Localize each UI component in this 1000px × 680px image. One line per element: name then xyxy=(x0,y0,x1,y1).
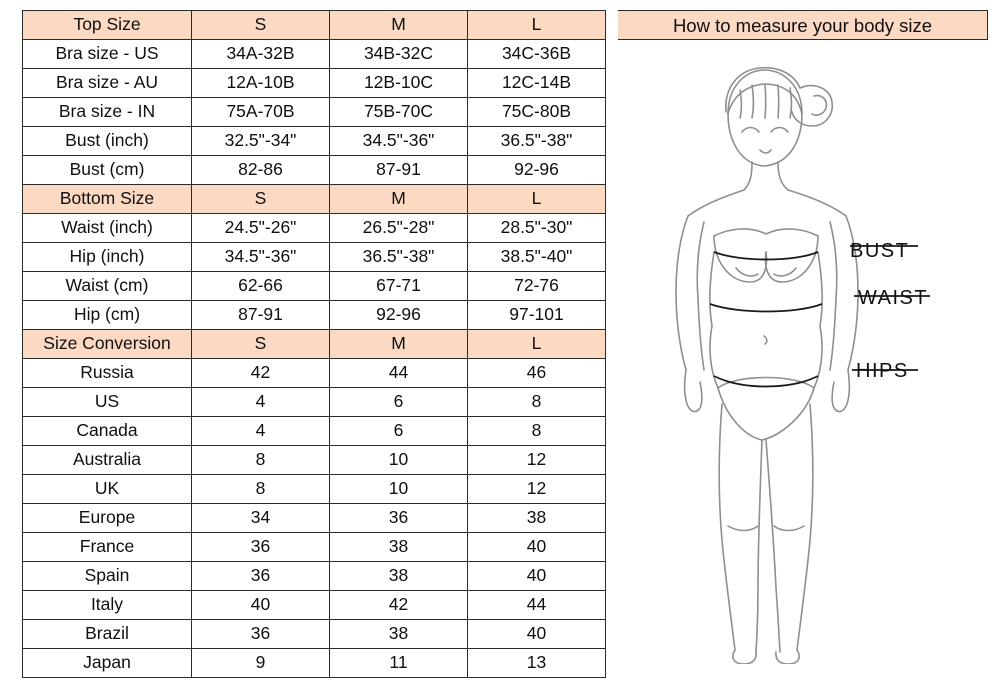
row-label: US xyxy=(23,388,192,417)
cell-s: 4 xyxy=(192,388,330,417)
cell-m: 34.5"-36" xyxy=(330,127,468,156)
row-label: Italy xyxy=(23,591,192,620)
waist-label: WAIST xyxy=(858,287,929,309)
table-row xyxy=(23,301,606,330)
cell-m: 38 xyxy=(330,533,468,562)
table-row xyxy=(23,127,606,156)
cell-m: 6 xyxy=(330,388,468,417)
cell-s: 75A-70B xyxy=(192,98,330,127)
row-label: Europe xyxy=(23,504,192,533)
body-figure xyxy=(618,40,988,664)
row-label: Japan xyxy=(23,649,192,678)
cell-l: 92-96 xyxy=(468,156,606,185)
cell-s: 36 xyxy=(192,533,330,562)
column-header-l: L xyxy=(468,330,606,359)
row-label: Waist (cm) xyxy=(23,272,192,301)
column-header-m: M xyxy=(330,11,468,40)
cell-m: 38 xyxy=(330,562,468,591)
cell-l: 8 xyxy=(468,388,606,417)
waist-measure-line xyxy=(710,304,822,312)
table-row xyxy=(23,649,606,678)
cell-s: 62-66 xyxy=(192,272,330,301)
size-table xyxy=(22,10,606,678)
measure-figure-panel xyxy=(618,0,1000,680)
cell-m: 10 xyxy=(330,446,468,475)
cell-m: 36.5"-38" xyxy=(330,243,468,272)
cell-m: 92-96 xyxy=(330,301,468,330)
cell-l: 75C-80B xyxy=(468,98,606,127)
cell-m: 44 xyxy=(330,359,468,388)
body-outline-illustration xyxy=(618,40,988,664)
bust-label: BUST xyxy=(850,240,910,262)
cell-m: 67-71 xyxy=(330,272,468,301)
row-label: Bra size - US xyxy=(23,40,192,69)
table-row xyxy=(23,475,606,504)
row-label: Canada xyxy=(23,417,192,446)
cell-l: 34C-36B xyxy=(468,40,606,69)
cell-m: 87-91 xyxy=(330,156,468,185)
cell-l: 97-101 xyxy=(468,301,606,330)
cell-s: 36 xyxy=(192,562,330,591)
row-label: Bust (inch) xyxy=(23,127,192,156)
table-section-header-row xyxy=(23,11,606,40)
cell-m: 26.5"-28" xyxy=(330,214,468,243)
cell-l: 72-76 xyxy=(468,272,606,301)
table-row xyxy=(23,243,606,272)
table-row xyxy=(23,272,606,301)
table-section-header-row xyxy=(23,185,606,214)
hips-label: HIPS xyxy=(856,360,909,382)
cell-m: 36 xyxy=(330,504,468,533)
measure-title: How to measure your body size xyxy=(618,10,988,40)
cell-s: 82-86 xyxy=(192,156,330,185)
cell-s: 87-91 xyxy=(192,301,330,330)
cell-l: 38.5"-40" xyxy=(468,243,606,272)
row-label: UK xyxy=(23,475,192,504)
table-row xyxy=(23,417,606,446)
cell-l: 12 xyxy=(468,475,606,504)
cell-l: 38 xyxy=(468,504,606,533)
row-label: Bra size - AU xyxy=(23,69,192,98)
cell-s: 8 xyxy=(192,446,330,475)
section-header-size-conversion: Size Conversion xyxy=(23,330,192,359)
table-row xyxy=(23,446,606,475)
cell-l: 36.5"-38" xyxy=(468,127,606,156)
row-label: Bust (cm) xyxy=(23,156,192,185)
row-label: Bra size - IN xyxy=(23,98,192,127)
cell-s: 24.5"-26" xyxy=(192,214,330,243)
table-row xyxy=(23,40,606,69)
table-section-header-row xyxy=(23,330,606,359)
section-header-bottom-size: Bottom Size xyxy=(23,185,192,214)
table-row xyxy=(23,591,606,620)
cell-m: 11 xyxy=(330,649,468,678)
cell-m: 10 xyxy=(330,475,468,504)
column-header-m: M xyxy=(330,330,468,359)
cell-l: 12C-14B xyxy=(468,69,606,98)
row-label: Russia xyxy=(23,359,192,388)
cell-l: 13 xyxy=(468,649,606,678)
table-row xyxy=(23,98,606,127)
cell-s: 4 xyxy=(192,417,330,446)
cell-l: 12 xyxy=(468,446,606,475)
cell-s: 34 xyxy=(192,504,330,533)
table-row xyxy=(23,562,606,591)
cell-m: 75B-70C xyxy=(330,98,468,127)
cell-s: 36 xyxy=(192,620,330,649)
cell-s: 32.5"-34" xyxy=(192,127,330,156)
cell-s: 12A-10B xyxy=(192,69,330,98)
table-row xyxy=(23,359,606,388)
row-label: Spain xyxy=(23,562,192,591)
column-header-s: S xyxy=(192,11,330,40)
row-label: Australia xyxy=(23,446,192,475)
size-table-body xyxy=(23,11,606,678)
row-label: Brazil xyxy=(23,620,192,649)
table-row xyxy=(23,620,606,649)
table-row xyxy=(23,214,606,243)
table-row xyxy=(23,156,606,185)
cell-m: 12B-10C xyxy=(330,69,468,98)
cell-m: 34B-32C xyxy=(330,40,468,69)
cell-l: 40 xyxy=(468,562,606,591)
column-header-m: M xyxy=(330,185,468,214)
row-label: Waist (inch) xyxy=(23,214,192,243)
cell-l: 8 xyxy=(468,417,606,446)
cell-l: 28.5"-30" xyxy=(468,214,606,243)
cell-s: 40 xyxy=(192,591,330,620)
table-row xyxy=(23,504,606,533)
table-row xyxy=(23,69,606,98)
cell-l: 40 xyxy=(468,533,606,562)
table-row xyxy=(23,388,606,417)
cell-s: 9 xyxy=(192,649,330,678)
row-label: Hip (inch) xyxy=(23,243,192,272)
cell-m: 42 xyxy=(330,591,468,620)
cell-m: 38 xyxy=(330,620,468,649)
cell-m: 6 xyxy=(330,417,468,446)
cell-s: 34.5"-36" xyxy=(192,243,330,272)
column-header-s: S xyxy=(192,330,330,359)
cell-l: 44 xyxy=(468,591,606,620)
column-header-s: S xyxy=(192,185,330,214)
row-label: France xyxy=(23,533,192,562)
section-header-top-size: Top Size xyxy=(23,11,192,40)
cell-s: 8 xyxy=(192,475,330,504)
cell-s: 42 xyxy=(192,359,330,388)
cell-l: 40 xyxy=(468,620,606,649)
column-header-l: L xyxy=(468,185,606,214)
cell-l: 46 xyxy=(468,359,606,388)
table-row xyxy=(23,533,606,562)
column-header-l: L xyxy=(468,11,606,40)
row-label: Hip (cm) xyxy=(23,301,192,330)
cell-s: 34A-32B xyxy=(192,40,330,69)
